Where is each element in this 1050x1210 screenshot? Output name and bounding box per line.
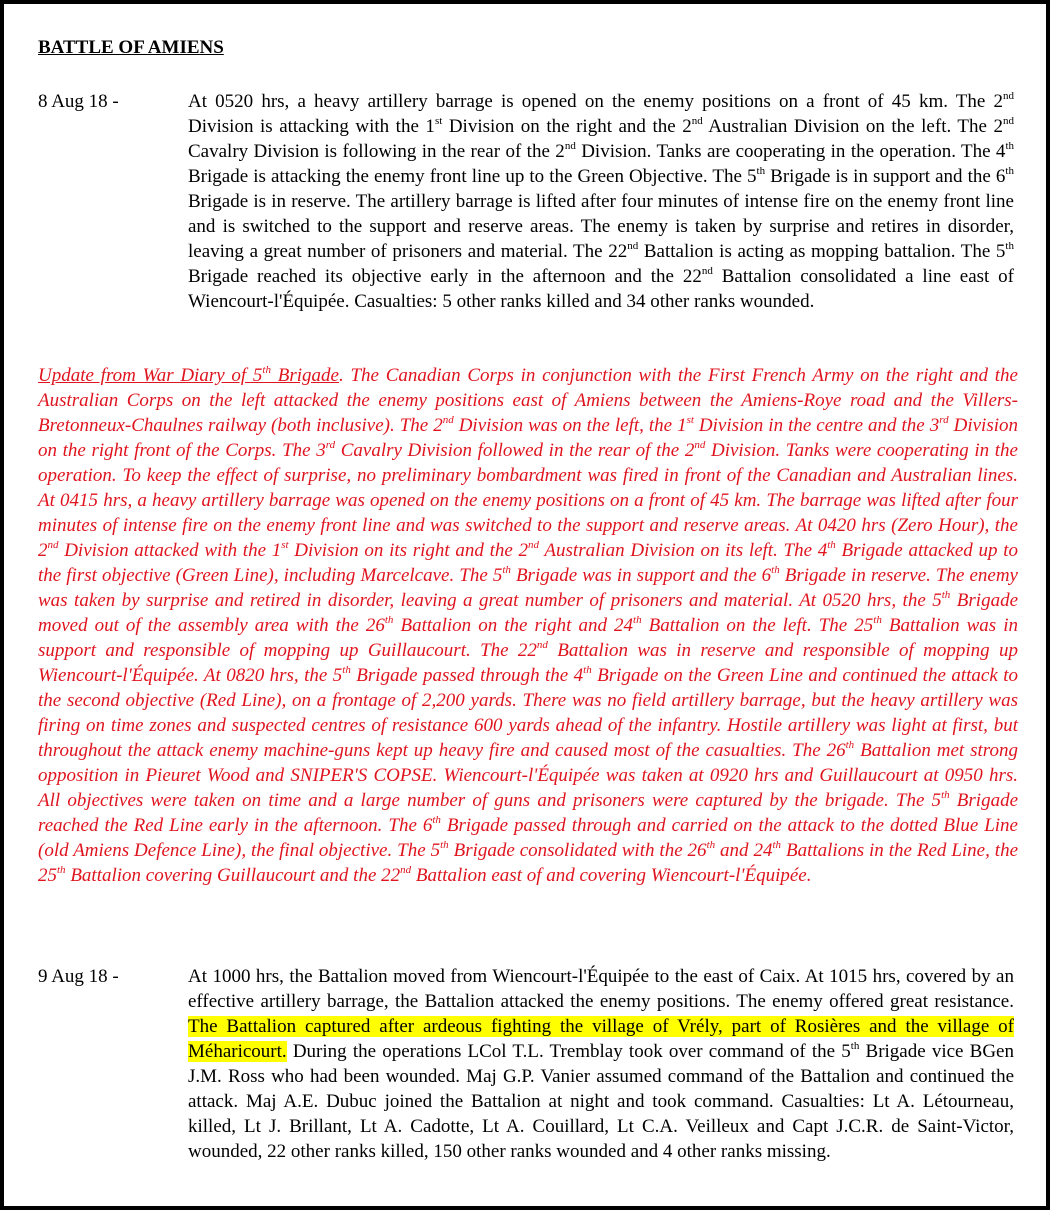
ordinal-suffix: nd	[627, 239, 639, 252]
ordinal-suffix: nd	[1003, 114, 1014, 127]
text-run: Update from War Diary of 5	[38, 365, 263, 386]
text-run: Brigade passed through and carried on the attack to the dotted Blue Line (old Amiens Defence Line), the final objective. The 5	[38, 815, 1018, 861]
text-run: Brigade was in support and the 6	[510, 565, 772, 586]
ordinal-suffix: st	[434, 114, 443, 127]
ordinal-suffix: th	[502, 563, 511, 576]
ordinal-suffix: st	[686, 413, 694, 426]
update-body	[38, 365, 1018, 886]
text-run: At 1000 hrs, the Battalion moved from Wiencourt-l'Équipée to the east of Caix. At 1015 hrs, covered by an effective artillery barrage, the Battalion attacked the enemy positions. The enemy offered great resistance.	[188, 966, 1014, 1012]
text-run: Cavalry Division is following in the rear of the 2	[188, 141, 565, 162]
ordinal-suffix: th	[873, 613, 882, 626]
text-run: Brigade in reserve. The enemy was taken by surprise and retired in disorder, leaving a great number of prisoners and material. At 0520 hrs, the 5	[38, 565, 1018, 611]
text-run: Division was on the left, the 1	[453, 415, 687, 436]
ordinal-suffix: rd	[939, 413, 949, 426]
ordinal-suffix: th	[432, 813, 441, 826]
text-run: Division. Tanks are cooperating in the operation. The 4	[575, 141, 1006, 162]
text-run: . The Canadian Corps in conjunction with the First French Army on the right and the Australian Corps on the left attacked the enemy positions east of Amiens between the Amiens-Roye road and the Villers-Bretonneux-Chaulnes railway (both inclusive). The 2	[38, 365, 1018, 436]
text-run: Brigade consolidated with the 26	[448, 840, 707, 861]
text-run: Brigade passed through the 4	[350, 665, 584, 686]
text-run: Brigade reached its objective early in the afternoon and the 22	[188, 266, 702, 287]
text-run: Brigade is attacking the enemy front line up to the Green Objective. The 5	[188, 166, 757, 187]
ordinal-suffix: th	[845, 738, 855, 751]
text-run: Battalion met strong opposition in Pieuret Wood and SNIPER'S COPSE. Wiencourt-l'Équipée was taken at 0920 hrs and Guillaucourt at 0950 hrs. All objectives were taken on time and a large number of guns and prisoners were captured by the brigade. The 5	[38, 740, 1018, 811]
ordinal-suffix: nd	[694, 438, 706, 451]
ordinal-suffix: nd	[1003, 89, 1014, 102]
ordinal-suffix: rd	[325, 438, 336, 451]
text-run: Brigade	[270, 365, 339, 386]
text-run: Division attacked with the 1	[58, 540, 282, 561]
ordinal-suffix: th	[706, 838, 716, 851]
ordinal-suffix: th	[583, 663, 592, 676]
text-run: Battalion is acting as mopping battalion. The 5	[638, 241, 1006, 262]
entry-body	[188, 89, 1014, 314]
text-run: Battalion was in support and responsible of mopping up Guillaucourt. The 22	[38, 615, 1019, 661]
ordinal-suffix: th	[384, 613, 394, 626]
ordinal-suffix: th	[771, 563, 780, 576]
ordinal-suffix: nd	[564, 139, 576, 152]
highlighted-text: The Battalion captured after ardeous fighting the village of Vrély, part of Rosières and the village of Méharicourt.	[188, 1016, 1014, 1062]
ordinal-suffix: th	[941, 588, 951, 601]
text-run: Brigade moved out of the assembly area with the 26	[38, 590, 1019, 636]
text-run: At 0520 hrs, a heavy artillery barrage is opened on the enemy positions on a front of 45 km. The 2	[188, 91, 1003, 112]
text-run: Brigade reached the Red Line early in the afternoon. The 6	[38, 790, 1019, 836]
text-run: Battalion consolidated a line east of Wiencourt-l'Équipée. Casualties: 5 other ranks killed and 34 other ranks wounded.	[188, 266, 1014, 312]
ordinal-suffix: th	[1005, 164, 1014, 177]
ordinal-suffix: th	[1005, 139, 1014, 152]
text-run: Division. Tanks were cooperating in the operation. To keep the effect of surprise, no preliminary bombardment was fired in front of the Canadian and Australian lines. At 0415 hrs, a heavy artillery barrage was opened on the enemy positions on a front of 45 km. The barrage was lifted after four minutes of intense fire on the enemy front line and was switched to the support and reserve areas. At 0420 hrs (Zero Hour), the 2	[38, 440, 1018, 561]
text-run: Division on its right and the 2	[288, 540, 529, 561]
text-run: Division in the centre and the 3	[693, 415, 940, 436]
ordinal-suffix: th	[633, 613, 642, 626]
ordinal-suffix: nd	[701, 264, 713, 277]
ordinal-suffix: st	[281, 538, 289, 551]
text-run: Cavalry Division followed in the rear of the 2	[335, 440, 695, 461]
ordinal-suffix: th	[772, 838, 782, 851]
entry-date: 8 Aug 18 -	[38, 91, 119, 112]
text-run: Division on the right front of the Corps. The 3	[38, 415, 1018, 461]
ordinal-suffix: nd	[528, 538, 540, 551]
text-run: Brigade attacked up to the first objective (Green Line), including Marcelcave. The 5	[38, 540, 1018, 586]
text-run: and 24	[715, 840, 773, 861]
ordinal-suffix: nd	[536, 638, 548, 651]
text-run: Brigade is in reserve. The artillery barrage is lifted after four minutes of intense fire on the enemy front line and is switched to the support and reserve areas. The enemy is taken by surprise and retires in disorder, leaving a great number of prisoners and material. The 22	[188, 191, 1014, 262]
ordinal-suffix: th	[827, 538, 836, 551]
text-run: Australian Division on its left. The 4	[539, 540, 828, 561]
ordinal-suffix: nd	[47, 538, 59, 551]
ordinal-suffix: th	[342, 663, 351, 676]
ordinal-suffix: nd	[442, 413, 454, 426]
text-run: Battalions in the Red Line, the 25	[38, 840, 1019, 886]
entry-body	[188, 964, 1014, 1164]
ordinal-suffix: th	[440, 838, 449, 851]
text-run: Brigade on the Green Line and continued the attack to the second objective (Red Line), on a frontage of 2,200 yards. There was no field artillery barrage, but the heavy artillery was firing on time zones and suspected centres of resistance 600 yards ahead of the infantry. Hostile artillery was light at first, but throughout the attack enemy machine-guns kept up heavy fire and caused most of the casualties. The 26	[38, 665, 1018, 761]
text-run: Division on the right and the 2	[442, 116, 692, 137]
ordinal-suffix: th	[850, 1039, 860, 1052]
text-run: Australian Division on the left. The 2	[702, 116, 1003, 137]
ordinal-suffix: nd	[400, 863, 412, 876]
ordinal-suffix: th	[262, 363, 271, 376]
text-run: Battalion east of and covering Wiencourt-l'Équipée.	[411, 865, 812, 886]
text-run: Battalion on the left. The 25	[641, 615, 874, 636]
ordinal-suffix: nd	[691, 114, 703, 127]
ordinal-suffix: th	[941, 788, 950, 801]
brigade-war-diary-update	[38, 363, 1018, 888]
ordinal-suffix: th	[1005, 239, 1014, 252]
ordinal-suffix: th	[756, 164, 766, 177]
page-title: BATTLE OF AMIENS	[38, 37, 224, 58]
update-heading	[38, 365, 339, 386]
text-run: Brigade is in support and the 6	[765, 166, 1006, 187]
text-run: Battalion covering Guillaucourt and the 22	[65, 865, 401, 886]
text-run: During the operations LCol T.L. Tremblay took over command of the 5	[286, 1041, 851, 1062]
text-run: Brigade vice BGen J.M. Ross who had been wounded. Maj G.P. Vanier assumed command of the Battalion and continued the attack. Maj A.E. Dubuc joined the Battalion at night and took command. Casualties: Lt A. Létourneau, killed, Lt J. Brillant, Lt A. Cadotte, Lt A. Couillard, Lt C.A. Veilleux and Capt J.C.R. de Saint-Victor, wounded, 22 other ranks killed, 150 other ranks wounded and 4 other ranks missing.	[188, 1041, 1014, 1162]
text-run: Battalion on the right and 24	[393, 615, 634, 636]
text-run: Division is attacking with the 1	[188, 116, 435, 137]
text-run: Battalion was in reserve and responsible of mopping up Wiencourt-l'Équipée. At 0820 hrs, the 5	[38, 640, 1018, 686]
entry-date: 9 Aug 18 -	[38, 966, 119, 987]
ordinal-suffix: th	[57, 863, 66, 876]
